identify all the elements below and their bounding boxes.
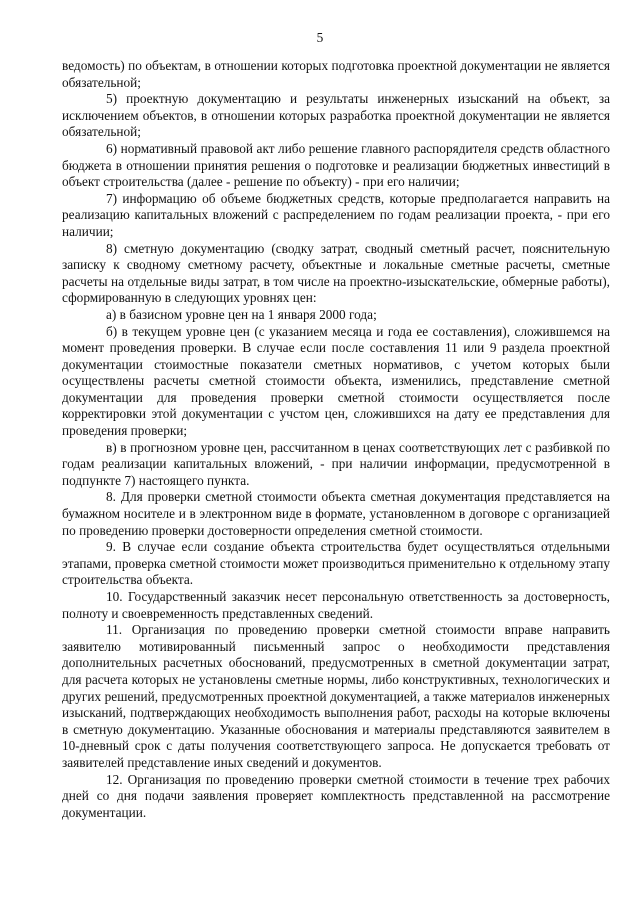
paragraph-clause-9: 9. В случае если создание объекта строительства будет осуществляться отдельными этапами, проверка сметной стоимости может производиться применительно к отдельному этапу строительства объекта. [62,539,610,588]
page-number: 5 [316,30,324,45]
paragraph-clause-8: 8. Для проверки сметной стоимости объекта сметная документация представляется на бумажном носителе и в электронном виде в формате, установленном в договоре с организацией по проведению проверки достоверности определения сметной стоимости. [62,489,610,538]
paragraph-item-8b: б) в текущем уровне цен (с указанием месяца и года ее составления), сложившемся на момент проведения проверки. В случае если после составления 11 или 9 раздела проектной документации стоимостные показатели сметных нормативов, с учетом которых были осуществлены расчеты сметной стоимости объекта, изменились, представление сметной документации для проведения проверки сметной стоимости осуществляется после корректировки этой документации с учстом цен, сложившихся на дату ее представления для проведения проверки; [62,323,610,439]
paragraph-clause-12: 12. Организация по проведению проверки сметной стоимости в течение трех рабочих дней со дня подачи заявления проверяет комплектность представленной на рассмотрение документации. [62,771,610,820]
paragraph-clause-10: 10. Государственный заказчик несет персональную ответственность за достоверность, полноту и своевременность представленных сведений. [62,589,610,621]
paragraph-item-5: 5) проектную документацию и результаты инженерных изысканий на объект, за исключением объектов, в отношении которых разработка проектной документации не является обязательной; [62,91,610,140]
paragraph-item-8a: а) в базисном уровне цен на 1 января 2000 года; [106,306,377,322]
paragraph-clause-11: 11. Организация по проведению проверки сметной стоимости вправе направить заявителю мотивированный письменный запрос о необходимости представления дополнительных расчетных обоснований, предусмотренных в сметной документации затрат, для расчета которых не установлены сметные нормы, либо конструктивных, технологических и других решений, предусмотренных проектной документацией, а также материалов инженерных изысканий, подтверждающих необходимость выполнения работ, расходы на которые включены в сметную документацию. Указанные обоснования и материалы представляются заявителем в 10-дневный срок с даты получения соответствующего запроса. Не допускается требовать от заявителей представление иных сведений и документов. [62,622,610,770]
document-body [62,58,610,821]
paragraph-item-6: 6) нормативный правовой акт либо решение главного распорядителя средств областного бюджета в отношении принятия решения о подготовке и реализации бюджетных инвестиций в объект строительства (далее - решение по объекту) - при его наличии; [62,140,610,190]
paragraph-item-7: 7) информацию об объеме бюджетных средств, которые предполагается направить на реализацию капитальных вложений с распределением по годам реализации проекта, - при его наличии; [62,190,610,239]
paragraph-continuation: ведомость) по объектам, в отношении которых подготовка проектной документации не является обязательной; [62,58,610,90]
paragraph-item-8: 8) сметную документацию (сводку затрат, сводный сметный расчет, пояснительную записку к сводному сметному расчету, объектные и локальные сметные расчеты, сметные расчеты на отдельные виды затрат, в том числе на проектно-изыскательские, обмерные работы), сформированную в следующих уровнях цен: [62,240,610,306]
paragraph-item-8v: в) в прогнозном уровне цен, рассчитанном в ценах соответствующих лет с разбивкой по годам реализации капитальных вложений, - при наличии информации, предусмотренной в подпункте 7) настоящего пункта. [62,439,610,488]
